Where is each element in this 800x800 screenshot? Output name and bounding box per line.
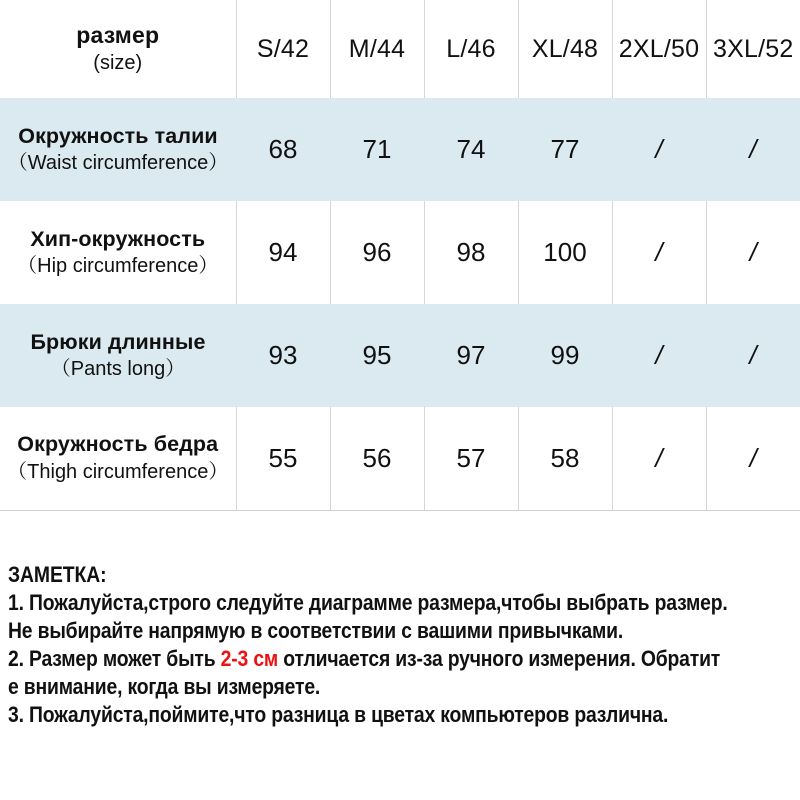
cell-value (424, 201, 518, 304)
value-text: 95 (362, 340, 392, 370)
size-label: S/42 (256, 34, 310, 63)
row-label-ru: Окружность талии (18, 123, 218, 148)
value-text: / (655, 134, 663, 164)
cell-value (424, 407, 518, 510)
size-label: M/44 (348, 34, 406, 63)
cell-value (236, 407, 330, 510)
cell-value (424, 304, 518, 407)
cell-value (518, 304, 612, 407)
value-text: 55 (268, 442, 298, 473)
cell-value (612, 304, 706, 407)
value-text: / (749, 134, 757, 164)
header-cell-size-4 (612, 0, 706, 98)
cell-value (706, 407, 800, 510)
cell-value (706, 304, 800, 407)
value-text: / (655, 442, 663, 473)
note-3-before: 2. Размер может быть (8, 646, 221, 672)
row-label-ru: Окружность бедра (17, 432, 219, 457)
note-line-1: 1. Пожалуйста,строго следуйте диаграмме размера,чтобы выбрать размер. (8, 589, 728, 615)
table-row (0, 304, 800, 407)
header-cell-size-2 (424, 0, 518, 98)
row-label-hip (0, 201, 236, 304)
row-label-en: （Thigh circumference） (7, 461, 229, 483)
value-text: 100 (543, 237, 587, 267)
cell-value (424, 98, 518, 201)
value-text: 97 (456, 340, 486, 370)
cell-value (330, 201, 424, 304)
table-row (0, 98, 800, 201)
cell-value (236, 201, 330, 304)
value-text: 96 (362, 237, 392, 267)
table-header-row (0, 0, 800, 98)
value-text: / (749, 442, 757, 473)
cell-value (518, 201, 612, 304)
header-size-en: (size) (93, 51, 143, 74)
value-text: 98 (456, 237, 486, 267)
value-text: 68 (268, 134, 298, 164)
value-text: 74 (456, 134, 486, 164)
cell-value (236, 304, 330, 407)
value-text: 93 (268, 340, 298, 370)
value-text: 94 (268, 237, 298, 267)
value-text: 77 (550, 134, 580, 164)
cell-value (330, 407, 424, 510)
cell-value (330, 304, 424, 407)
value-text: / (655, 237, 663, 267)
row-label-waist (0, 98, 236, 201)
value-text: 99 (550, 340, 580, 370)
row-label-ru: Хип-окружность (30, 226, 206, 251)
notes-section (8, 562, 798, 730)
value-text: 57 (456, 442, 486, 473)
row-label-thigh (0, 407, 236, 510)
note-3-after: отличается из-за ручного измерения. Обратит (278, 646, 721, 672)
cell-value (706, 98, 800, 201)
size-label: 2XL/50 (618, 34, 700, 63)
cell-value (612, 201, 706, 304)
header-cell-size-1 (330, 0, 424, 98)
header-cell-size-5 (706, 0, 800, 98)
table-row (0, 201, 800, 304)
size-label: 3XL/52 (713, 34, 794, 63)
header-cell-size-label (0, 0, 236, 98)
size-label: XL/48 (531, 34, 599, 63)
notes-title: ЗАМЕТКА: (8, 562, 107, 587)
cell-value (518, 98, 612, 201)
note-3-highlight: 2-3 см (220, 646, 279, 672)
cell-value (518, 407, 612, 510)
note-line-3 (8, 645, 721, 673)
row-label-en: （Waist circumference） (7, 152, 229, 175)
value-text: 56 (362, 442, 392, 473)
cell-value (330, 98, 424, 201)
row-label-ru: Брюки длинные (30, 329, 206, 354)
header-size-ru: размер (76, 22, 160, 49)
row-label-pants-long (0, 304, 236, 407)
note-line-5: 3. Пожалуйста,поймите,что разница в цветах компьютеров различна. (8, 702, 669, 728)
row-label-en: （Pants long） (50, 358, 186, 381)
value-text: 71 (362, 134, 392, 164)
header-cell-size-0 (236, 0, 330, 98)
note-line-4: е внимание, когда вы измеряете. (8, 674, 321, 700)
cell-value (706, 201, 800, 304)
cell-value (612, 98, 706, 201)
size-label: L/46 (446, 34, 496, 63)
value-text: / (749, 340, 757, 370)
value-text: / (749, 237, 757, 267)
cell-value (612, 407, 706, 510)
value-text: 58 (550, 442, 580, 473)
value-text: / (655, 340, 663, 370)
note-line-2: Не выбирайте напрямую в соответствии с вашими привычками. (8, 617, 624, 643)
row-label-en: （Hip circumference） (17, 255, 219, 278)
cell-value (236, 98, 330, 201)
table-row (0, 407, 800, 510)
header-cell-size-3 (518, 0, 612, 98)
